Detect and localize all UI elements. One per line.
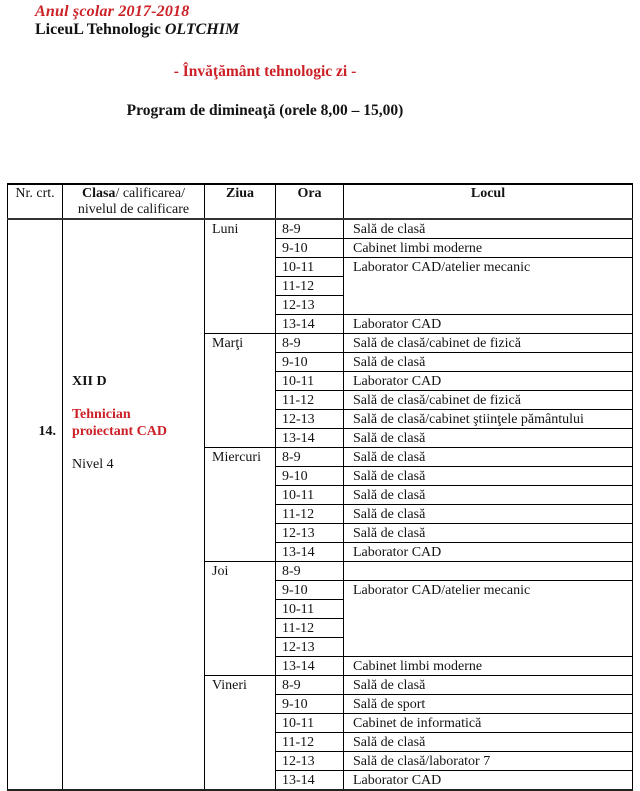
location-cell: Sală de clasă/cabinet ştiinţele pământului bbox=[344, 410, 633, 429]
education-type-subtitle bbox=[0, 63, 530, 81]
hour-cell: 9-10 bbox=[276, 695, 344, 714]
schedule-row bbox=[8, 219, 633, 239]
hour-cell: 11-12 bbox=[276, 505, 344, 524]
hour-cell: 11-12 bbox=[276, 277, 344, 296]
col-header-nr-crt-label: Nr. crt. bbox=[15, 186, 55, 201]
class-qualification: Tehnician proiectant CAD bbox=[72, 407, 168, 439]
col-header-ora bbox=[276, 184, 344, 219]
hour-cell: 11-12 bbox=[276, 391, 344, 410]
school-name-title bbox=[35, 21, 239, 39]
education-type-text: - Învăţământ tehnologic zi - bbox=[173, 63, 357, 80]
school-name-italic: OLTCHIM bbox=[164, 21, 240, 38]
location-cell: Sală de clasă bbox=[344, 733, 633, 752]
location-cell: Sală de clasă/cabinet de fizică bbox=[344, 391, 633, 410]
day-cell: Vineri bbox=[205, 676, 276, 791]
location-cell: Cabinet limbi moderne bbox=[344, 657, 633, 676]
class-level: Nivel 4 bbox=[72, 457, 114, 472]
location-cell: Sală de clasă bbox=[344, 448, 633, 467]
hour-cell: 8-9 bbox=[276, 219, 344, 239]
hour-cell: 13-14 bbox=[276, 315, 344, 334]
location-cell: Sală de clasă bbox=[344, 467, 633, 486]
location-cell: Sală de clasă bbox=[344, 219, 633, 239]
entry-number-cell bbox=[8, 219, 63, 790]
program-title bbox=[0, 102, 530, 120]
col-header-locul bbox=[344, 184, 633, 219]
location-cell: Sală de clasă bbox=[344, 429, 633, 448]
hour-cell: 10-11 bbox=[276, 486, 344, 505]
location-cell: Cabinet limbi moderne bbox=[344, 239, 633, 258]
col-header-ziua bbox=[205, 184, 276, 219]
col-header-clasa-rest: / calificarea/ bbox=[115, 186, 185, 201]
location-cell bbox=[344, 562, 633, 581]
col-header-clasa-bold: Clasa bbox=[81, 186, 116, 201]
location-cell: Laborator CAD bbox=[344, 543, 633, 562]
hour-cell: 12-13 bbox=[276, 410, 344, 429]
location-cell: Sală de clasă/laborator 7 bbox=[344, 752, 633, 771]
hour-cell: 10-11 bbox=[276, 600, 344, 619]
class-info-cell bbox=[63, 219, 205, 790]
location-cell: Sală de sport bbox=[344, 695, 633, 714]
location-cell: Sală de clasă/cabinet de fizică bbox=[344, 334, 633, 353]
location-cell: Sală de clasă bbox=[344, 524, 633, 543]
location-cell: Sală de clasă bbox=[344, 486, 633, 505]
hour-cell: 13-14 bbox=[276, 657, 344, 676]
day-cell: Joi bbox=[205, 562, 276, 676]
hour-cell: 10-11 bbox=[276, 258, 344, 277]
hour-cell: 11-12 bbox=[276, 619, 344, 638]
hour-cell: 12-13 bbox=[276, 638, 344, 657]
hour-cell: 8-9 bbox=[276, 676, 344, 695]
school-name-regular: LiceuL Tehnologic bbox=[35, 21, 165, 38]
program-text: Program de dimineaţă (orele 8,00 – 15,00) bbox=[126, 102, 404, 119]
col-header-clasa bbox=[63, 184, 205, 219]
location-cell: Laborator CAD bbox=[344, 315, 633, 334]
hour-cell: 11-12 bbox=[276, 733, 344, 752]
col-header-clasa-line2: nivelul de calificare bbox=[77, 202, 190, 217]
hour-cell: 9-10 bbox=[276, 353, 344, 372]
hour-cell: 8-9 bbox=[276, 562, 344, 581]
hour-cell: 9-10 bbox=[276, 467, 344, 486]
hour-cell: 8-9 bbox=[276, 448, 344, 467]
schedule-table bbox=[7, 183, 633, 791]
hour-cell: 12-13 bbox=[276, 524, 344, 543]
class-name: XII D bbox=[72, 374, 107, 389]
table-header-row bbox=[8, 184, 633, 219]
hour-cell: 10-11 bbox=[276, 372, 344, 391]
hour-cell: 9-10 bbox=[276, 581, 344, 600]
location-cell: Sală de clasă bbox=[344, 353, 633, 372]
day-cell: Miercuri bbox=[205, 448, 276, 562]
day-cell: Marţi bbox=[205, 334, 276, 448]
hour-cell: 10-11 bbox=[276, 714, 344, 733]
location-cell: Laborator CAD bbox=[344, 372, 633, 391]
col-header-ziua-label: Ziua bbox=[225, 186, 254, 201]
hour-cell: 13-14 bbox=[276, 543, 344, 562]
location-cell: Laborator CAD/atelier mecanic bbox=[344, 258, 633, 315]
location-cell: Sală de clasă bbox=[344, 676, 633, 695]
hour-cell: 13-14 bbox=[276, 429, 344, 448]
location-cell: Laborator CAD bbox=[344, 771, 633, 791]
col-header-ora-label: Ora bbox=[297, 186, 322, 201]
day-cell: Luni bbox=[205, 219, 276, 334]
hour-cell: 13-14 bbox=[276, 771, 344, 791]
location-cell: Sală de clasă bbox=[344, 505, 633, 524]
hour-cell: 8-9 bbox=[276, 334, 344, 353]
hour-cell: 12-13 bbox=[276, 752, 344, 771]
col-header-locul-label: Locul bbox=[470, 186, 506, 201]
location-cell: Laborator CAD/atelier mecanic bbox=[344, 581, 633, 657]
hour-cell: 9-10 bbox=[276, 239, 344, 258]
hour-cell: 12-13 bbox=[276, 296, 344, 315]
school-year-text: Anul şcolar 2017-2018 bbox=[35, 3, 190, 20]
location-cell: Cabinet de informatică bbox=[344, 714, 633, 733]
school-year-title bbox=[35, 3, 189, 21]
col-header-nr-crt bbox=[8, 184, 63, 219]
entry-number: 14. bbox=[38, 424, 56, 439]
